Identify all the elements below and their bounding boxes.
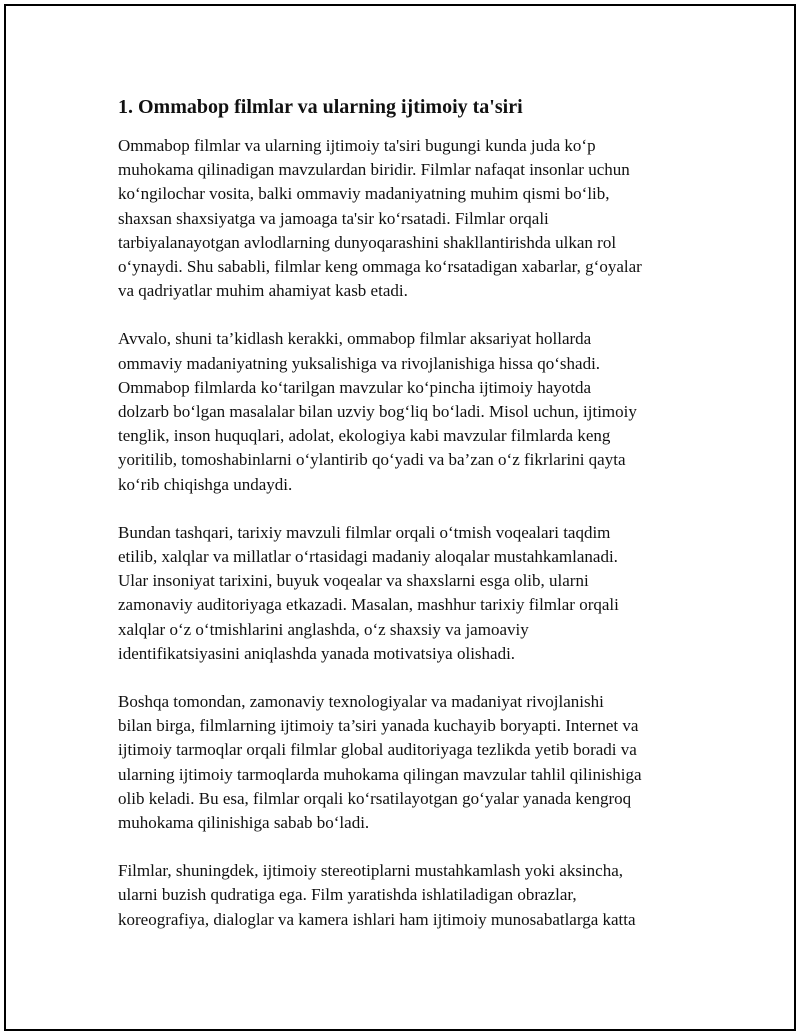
text-line: o‘ynaydi. Shu sababli, filmlar keng ommaga ko‘rsatadigan xabarlar, g‘oyalar <box>118 257 642 277</box>
text-line: olib keladi. Bu esa, filmlar orqali ko‘rsatilayotgan go‘yalar yanada kengroq <box>118 788 632 808</box>
paragraph-1 <box>118 134 718 303</box>
text-line: Ommabop filmlar va ularning ijtimoiy ta'siri bugungi kunda juda ko‘p <box>118 136 596 155</box>
text-line: Boshqa tomondan, zamonaviy texnologiyalar va madaniyat rivojlanishi <box>118 692 604 712</box>
text-line: Avvalo, shuni ta’kidlash kerakki, ommabop filmlar aksariyat hollarda <box>118 329 592 349</box>
text-line: xalqlar o‘z o‘tmishlarini anglashda, o‘z shaxsiy va jamoaviy <box>118 619 529 639</box>
paragraph-3 <box>118 521 718 666</box>
paragraph-5 <box>118 859 718 932</box>
text-line: identifikatsiyasini aniqlashda yanada motivatsiya olishadi. <box>118 643 516 663</box>
document-body <box>118 94 718 956</box>
text-line: bilan birga, filmlarning ijtimoiy ta’siri yanada kuchayib boryapti. Internet va <box>118 716 639 736</box>
text-line: dolzarb bo‘lgan masalalar bilan uzviy bog‘liq bo‘ladi. Misol uchun, ijtimoiy <box>118 402 637 422</box>
text-line: ijtimoiy tarmoqlar orqali filmlar global auditoriyaga tezlikda yetib boradi va <box>118 740 637 760</box>
text-line: etilib, xalqlar va millatlar o‘rtasidagi madaniy aloqalar mustahkamlanadi. <box>118 547 618 567</box>
text-line: Ommabop filmlarda ko‘tarilgan mavzular ko‘pincha ijtimoiy hayotda <box>118 377 592 397</box>
text-line: tenglik, inson huquqlari, adolat, ekologiya kabi mavzular filmlarda keng <box>118 426 611 446</box>
text-line: ommaviy madaniyatning yuksalishiga va rivojlanishiga hissa qo‘shadi. <box>118 353 601 373</box>
text-line: muhokama qilinadigan mavzulardan biridir. Filmlar nafaqat insonlar uchun <box>118 160 630 180</box>
section-heading: 1. Ommabop filmlar va ularning ijtimoiy ta'siri <box>118 96 523 118</box>
text-line: yoritilib, tomoshabinlarni o‘ylantirib qo‘yadi va ba’zan o‘z fikrlarini qayta <box>118 450 626 470</box>
text-line: ko‘ngilochar vosita, balki ommaviy madaniyatning muhim qismi bo‘lib, <box>118 184 610 204</box>
text-line: muhokama qilinishiga sabab bo‘ladi. <box>118 813 370 833</box>
text-line: Filmlar, shuningdek, ijtimoiy stereotiplarni mustahkamlash yoki aksincha, <box>118 861 623 881</box>
text-line: zamonaviy auditoriyaga etkazadi. Masalan, mashhur tarixiy filmlar orqali <box>118 595 619 615</box>
text-line: koreografiya, dialoglar va kamera ishlari ham ijtimoiy munosabatlarga katta <box>118 909 636 929</box>
text-line: ularning ijtimoiy tarmoqlarda muhokama qilingan mavzular tahlil qilinishiga <box>118 764 642 784</box>
text-line: ularni buzish qudratiga ega. Film yaratishda ishlatiladigan obrazlar, <box>118 885 577 905</box>
text-line: Bundan tashqari, tarixiy mavzuli filmlar orqali o‘tmish voqealari taqdim <box>118 522 611 542</box>
text-line: tarbiyalanayotgan avlodlarning dunyoqarashini shakllantirishda ulkan rol <box>118 232 617 252</box>
text-line: Ular insoniyat tarixini, buyuk voqealar va shaxslarni esga olib, ularni <box>118 571 589 591</box>
text-line: shaxsan shaxsiyatga va jamoaga ta'sir ko‘rsatadi. Filmlar orqali <box>118 208 549 228</box>
text-line: ko‘rib chiqishga undaydi. <box>118 474 293 494</box>
text-line: va qadriyatlar muhim ahamiyat kasb etadi. <box>118 281 408 301</box>
paragraph-4 <box>118 690 718 835</box>
paragraph-2 <box>118 327 718 496</box>
